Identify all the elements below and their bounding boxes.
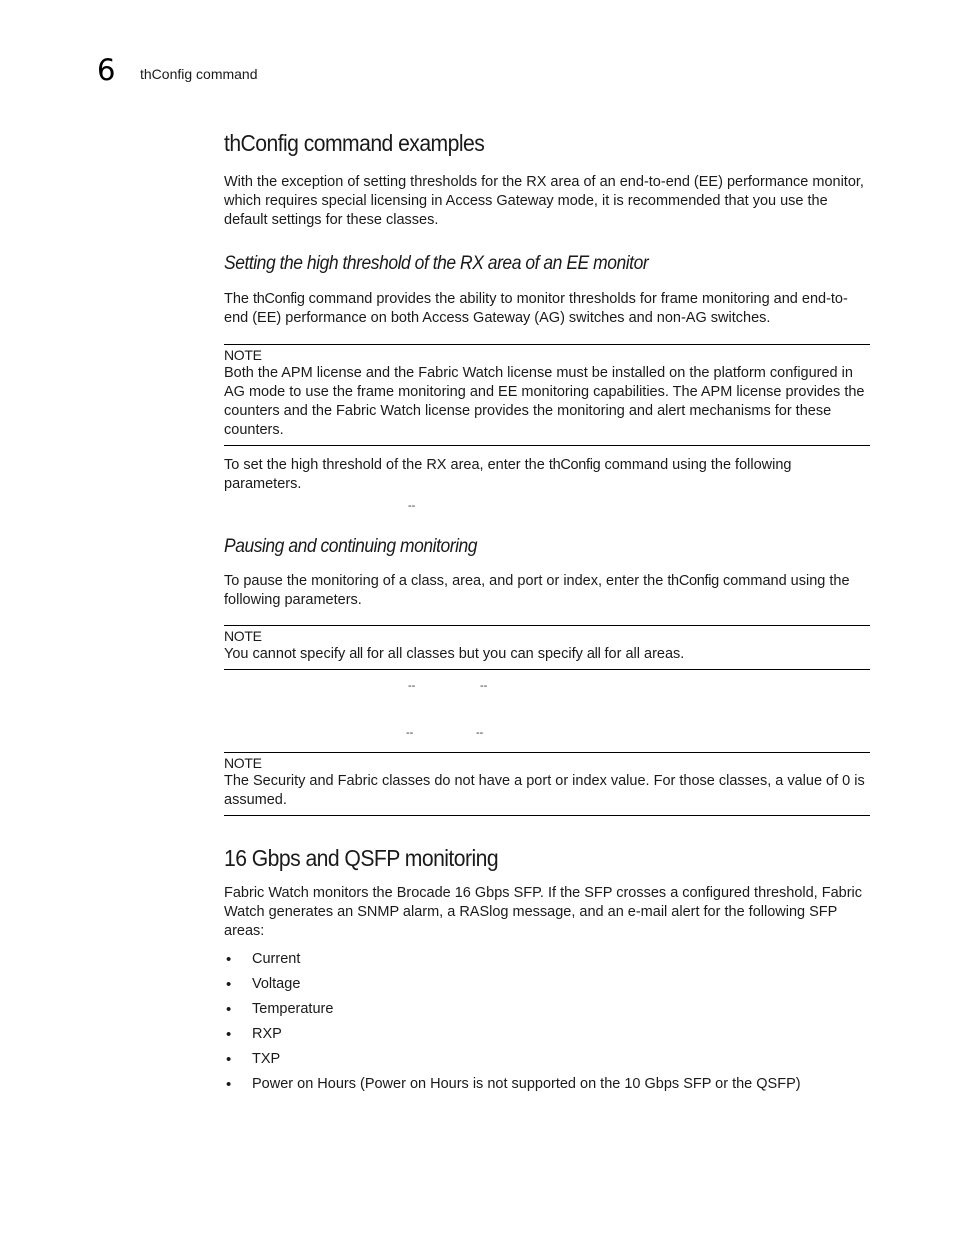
bullet-icon: • [226, 1001, 232, 1018]
note-security-fabric-text: The Security and Fabric classes do not have a port or index value. For those classes, a value of 0 is assumed. [224, 773, 865, 808]
keyword-all: all [586, 646, 601, 662]
list-item [224, 1050, 870, 1069]
note-all-classes [224, 625, 870, 670]
list-item [224, 1075, 870, 1094]
list-item-text: Temperature [252, 1001, 334, 1017]
note-text-1: You cannot specify [224, 646, 350, 662]
note-licensing [224, 344, 870, 446]
rx-paragraph [224, 290, 870, 328]
dash-marker: -- [476, 727, 484, 739]
dash-marker: -- [408, 680, 416, 692]
rx-para-text-2: command provides the ability to monitor thresholds for frame monitoring and end-to-end (EE) performance on both Access Gateway (AG) switches and non-AG switches. [224, 291, 848, 326]
note-licensing-text: Both the APM license and the Fabric Watch license must be installed on the platform configured in AG mode to use the frame monitoring and EE monitoring capabilities. The APM license provides the counters and the Fabric Watch license provides the monitoring and alert mechanisms for these counters. [224, 365, 865, 438]
bullet-icon: • [226, 1026, 232, 1043]
subsection-title-rx: Setting the high threshold of the RX area of an EE monitor [224, 253, 649, 274]
bullet-icon: • [226, 1051, 232, 1068]
rx-set-text-2: command using the following parameters. [224, 457, 792, 492]
section1-intro: With the exception of setting thresholds for the RX area of an end-to-end (EE) performance monitor, which requires special licensing in Access Gateway mode, it is recommended that you use the default settings for these classes. [224, 174, 864, 228]
section2-intro: Fabric Watch monitors the Brocade 16 Gbps SFP. If the SFP crosses a configured threshold, Fabric Watch generates an SNMP alarm, a RASlog message, and an e-mail alert for the following SFP areas: [224, 885, 863, 939]
rx-set-paragraph [224, 456, 870, 494]
pause-para-text-1: To pause the monitoring of a class, area, and port or index, enter the [224, 573, 668, 589]
list-item-text: TXP [252, 1051, 281, 1067]
note-text-2: for all classes but you can specify [362, 646, 587, 662]
command-name: thConfig [667, 573, 719, 589]
pause-para-text-2: command using the following parameters. [224, 573, 850, 608]
command-name: thConfig [548, 457, 601, 473]
bullet-icon: • [226, 951, 232, 968]
list-item-text: RXP [252, 1026, 282, 1042]
chapter-number: 6 [97, 53, 116, 87]
dash-marker: -- [406, 727, 414, 739]
list-item-text: Power on Hours (Power on Hours is not supported on the 10 Gbps SFP or the QSFP) [252, 1076, 801, 1092]
command-name: thConfig [253, 291, 305, 307]
page-content [224, 128, 870, 1100]
list-item-text: Current [252, 951, 301, 967]
note-label: NOTE [224, 347, 262, 363]
pause-command-line [224, 680, 870, 698]
section-title-16gbps: 16 Gbps and QSFP monitoring [224, 845, 499, 871]
note-text-3: for all areas. [600, 646, 685, 662]
list-item [224, 1000, 870, 1019]
list-item [224, 975, 870, 994]
note-label: NOTE [224, 628, 262, 644]
note-security-fabric [224, 752, 870, 816]
dash-marker: -- [480, 680, 488, 692]
rx-command-line [224, 500, 870, 518]
pause-paragraph [224, 572, 870, 610]
list-item-text: Voltage [252, 976, 301, 992]
sfp-areas-list [224, 950, 870, 1094]
continue-command-line [224, 727, 870, 745]
bullet-icon: • [226, 976, 232, 993]
rx-set-text-1: To set the high threshold of the RX area, enter the [224, 457, 549, 473]
keyword-all: all [349, 646, 363, 662]
section-title-thconfig-examples: thConfig command examples [224, 130, 485, 156]
note-label: NOTE [224, 755, 262, 771]
list-item [224, 1025, 870, 1044]
note-all-classes-text [224, 645, 870, 664]
dash-marker: -- [408, 500, 416, 512]
list-item [224, 950, 870, 969]
bullet-icon: • [226, 1076, 232, 1093]
subsection-title-pause: Pausing and continuing monitoring [224, 536, 478, 557]
rx-para-text-1: The [224, 291, 254, 307]
running-title: thConfig command [140, 66, 258, 82]
